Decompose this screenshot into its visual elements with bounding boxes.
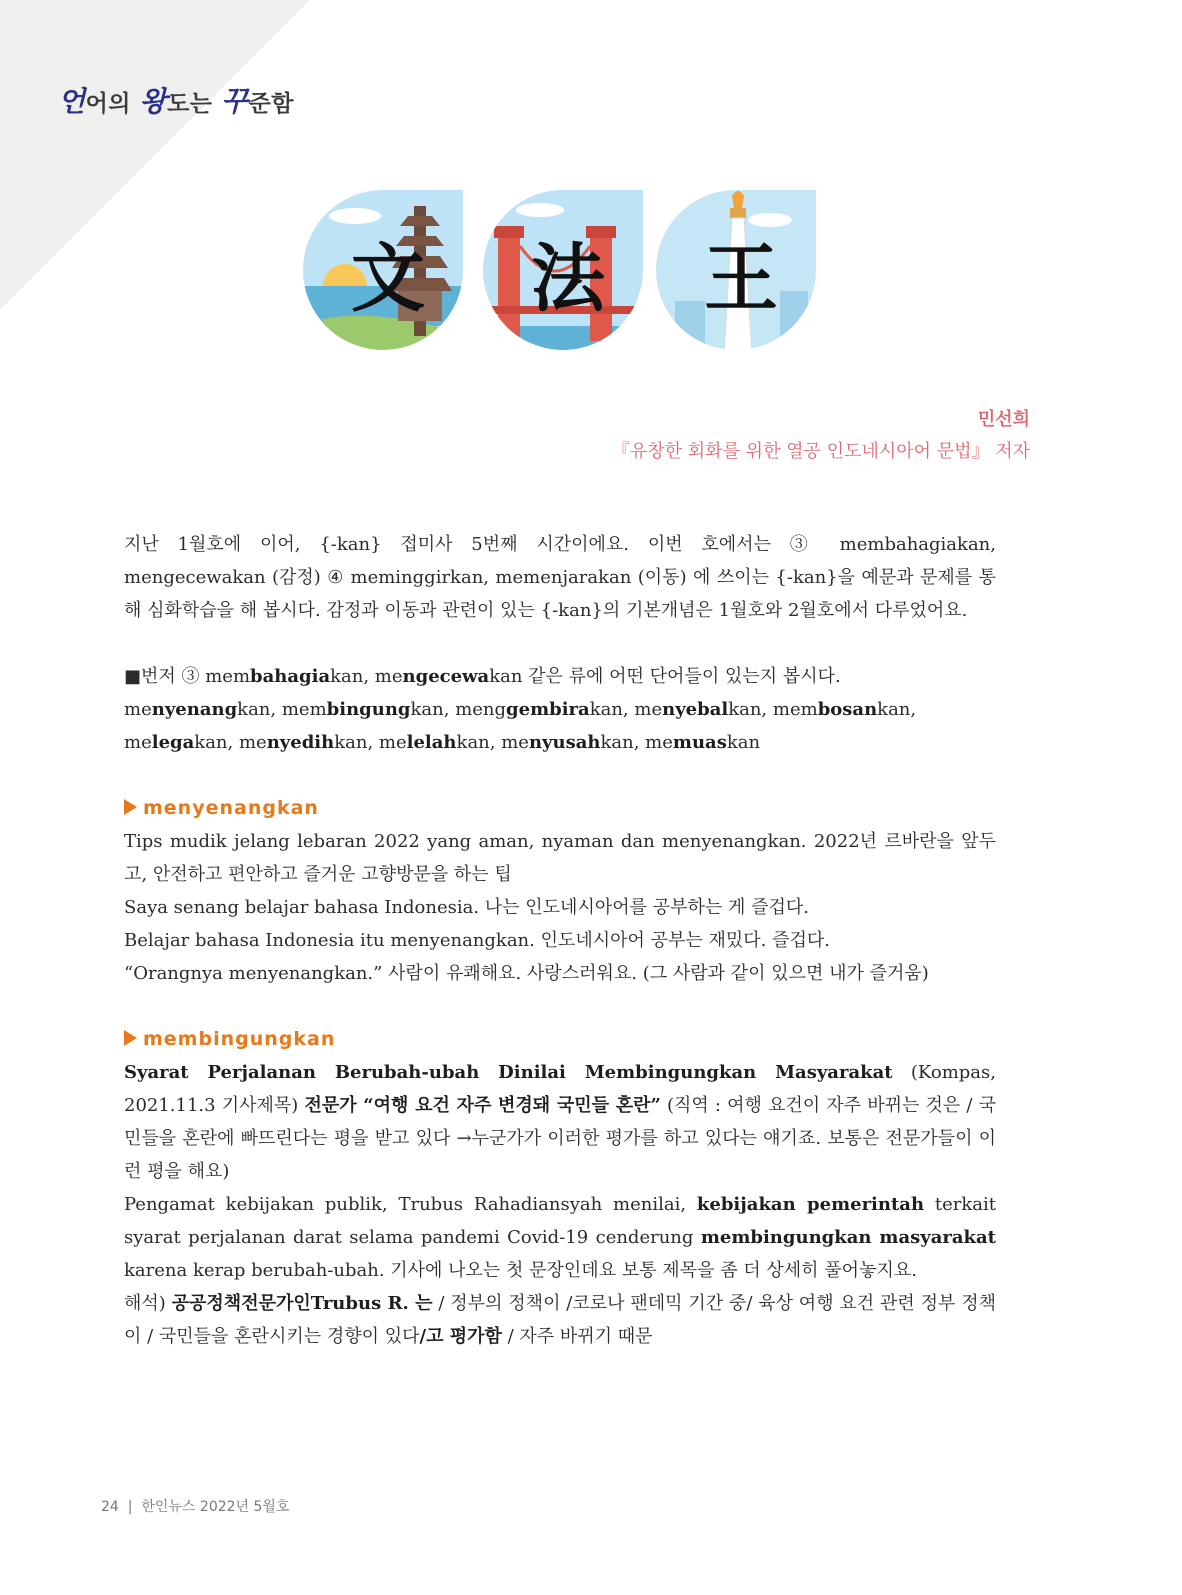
badge-char-2: 法 <box>531 236 605 322</box>
author-info <box>612 404 1030 468</box>
triangle-bullet-icon <box>124 799 137 815</box>
publication-name: 한인뉴스 2022년 5월호 <box>141 1499 290 1515</box>
section-heading-menyenangkan: menyenangkan <box>124 792 996 825</box>
word-list-lead: ■번저 ③ membahagiakan, mengecewakan 같은 류에 어떤 단어들이 있는지 봅시다. <box>124 666 841 687</box>
badge-char-1: 文 <box>351 236 425 322</box>
example-line: “Orangnya menyenangkan.” 사람이 유쾌해요. 사랑스러워요. (그 사람과 같이 있으면 내가 즐거움) <box>124 963 929 984</box>
example-paragraph: Pengamat kebijakan publik, Trubus Rahadiansyah menilai, kebijakan pemerintah terkait syarat perjalanan darat selama pandemi Covid-19 cenderung membingungkan masyarakat karena kerap berubah-ubah. 기사에 나오는 첫 문장인데요 보통 제목을 좀 더 상세히 풀어놓지요. <box>124 1194 997 1281</box>
article-body <box>124 528 996 1353</box>
word-list: menyenangkan, membingungkan, menggembirakan, menyebalkan, membosankan, melegakan, menyedihkan, melelahkan, menyusahkan, memuaskan <box>124 699 917 753</box>
example-line: Saya senang belajar bahasa Indonesia. 나는 인도네시아어를 공부하는 게 즐겁다. <box>124 897 809 918</box>
intro-paragraph: 지난 1월호에 이어, {-kan} 접미사 5번째 시간이에요. 이번 호에서는 ③ membahagiakan, mengecewakan (감정) ④ meminggirkan, memenjarakan (이동) 에 쓰이는 {-kan}을 예문과 문제를 통해 심화학습을 해 봅시다. 감정과 이동과 관련이 있는 {-kan}의 기본개념은 1월호와 2월호에서 다루었어요. <box>124 534 996 621</box>
example-paragraph: Syarat Perjalanan Berubah-ubah Dinilai Membingungkan Masyarakat (Kompas, 2021.11.3 기사제목) 전문가 “여행 요건 자주 변경돼 국민들 혼란” (직역 : 여행 요건이 자주 바뀌는 것은 / 국민들을 혼란에 빠뜨린다는 평을 받고 있다 →누군가가 이러한 평가를 하고 있다는 얘기죠. 보통은 전문가들이 이런 평을 해요) <box>124 1062 996 1182</box>
corner-decoration <box>0 0 310 310</box>
section-heading-membingungkan: membingungkan <box>124 1023 996 1056</box>
badge-char-3: 王 <box>704 236 778 322</box>
example-line: Tips mudik jelang lebaran 2022 yang aman, nyaman dan menyenangkan. 2022년 르바란을 앞두고, 안전하고 편안하고 즐거운 고향방문을 하는 팁 <box>124 831 996 885</box>
translation-paragraph: 해석) 공공정책전문가인Trubus R. 는 / 정부의 정책이 /코로나 팬데믹 기간 중/ 육상 여행 요건 관련 정부 정책이 / 국민들을 혼란시키는 경향이 있다/고 평가함 / 자주 바뀌기 때문 <box>124 1293 996 1347</box>
footer-separator: | <box>127 1499 133 1515</box>
page-number: 24 <box>101 1499 119 1515</box>
title-badges <box>300 186 840 356</box>
series-title: 언어의 왕도는 꾸준함 <box>58 85 295 118</box>
author-book: 『유창한 회화를 위한 열공 인도네시아어 문법』 저자 <box>611 441 1030 462</box>
page-footer <box>101 1496 289 1516</box>
triangle-bullet-icon <box>124 1030 137 1046</box>
author-name: 민선희 <box>977 409 1030 430</box>
example-line: Belajar bahasa Indonesia itu menyenangkan. 인도네시아어 공부는 재밌다. 즐겁다. <box>124 930 831 951</box>
